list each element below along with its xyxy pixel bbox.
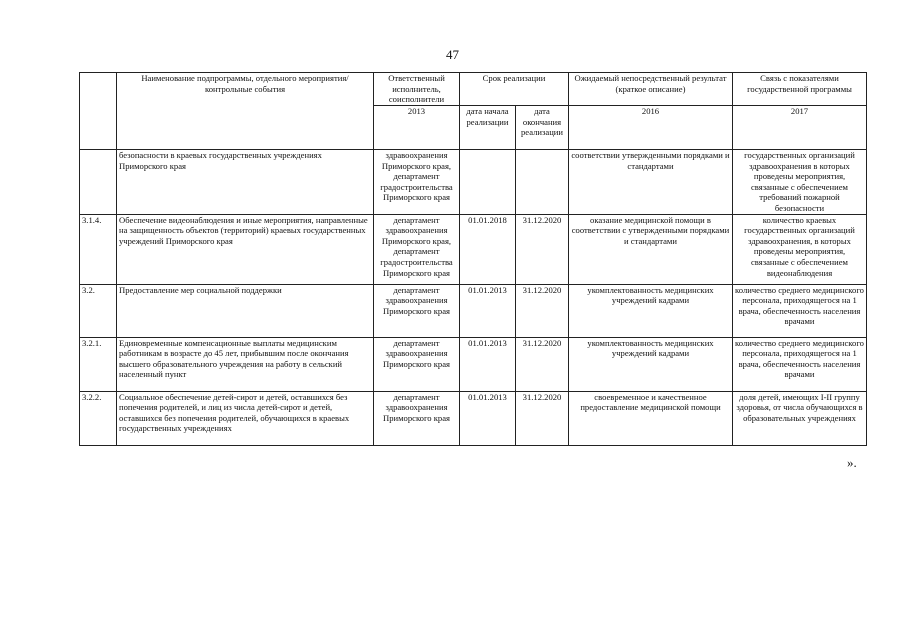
- row-start: 01.01.2013: [460, 284, 516, 337]
- header-link: Связь с показателями государственной программы: [733, 73, 867, 106]
- row-name: безопасности в краевых государственных учреждениях Приморского края: [117, 150, 374, 215]
- row-end: 31.12.2020: [516, 214, 569, 284]
- header-start: дата начала реализации: [460, 106, 516, 150]
- header-responsible: Ответственный исполнитель, соисполнители: [374, 73, 460, 106]
- table-row: [80, 337, 867, 391]
- closing-quote: ».: [847, 455, 857, 470]
- page-number: 47: [446, 47, 459, 62]
- row-link: государственных организаций здравоохранения в которых проведены мероприятия, связанные с обеспечением требований пожарной безопасности: [733, 150, 867, 215]
- row-start: 01.01.2018: [460, 214, 516, 284]
- row-number: 3.2.1.: [80, 337, 117, 391]
- row-responsible: департамент здравоохранения Приморского края: [374, 391, 460, 445]
- table-row: [80, 214, 867, 284]
- table-row: [80, 150, 867, 215]
- row-number: 3.1.4.: [80, 214, 117, 284]
- header-period: Срок реализации: [460, 73, 569, 106]
- row-number: 3.2.: [80, 284, 117, 337]
- row-name: Единовременные компенсационные выплаты медицинским работникам в возрасте до 45 лет, прибывшим после окончания высшего образовательного учреждения на работу в сельский населенный пункт: [117, 337, 374, 391]
- header-row-top: [80, 73, 867, 106]
- row-start: [460, 150, 516, 215]
- row-name: Обеспечение видеонаблюдения и иные мероприятия, направленные на защищенность объектов (территорий) краевых государственных учреждений Приморского края: [117, 214, 374, 284]
- row-start: 01.01.2013: [460, 391, 516, 445]
- header-name: Наименование подпрограммы, отдельного мероприятия/контрольные события: [117, 73, 374, 150]
- row-number: [80, 150, 117, 215]
- row-result: своевременное и качественное предоставление медицинской помощи: [569, 391, 733, 445]
- row-link: доля детей, имеющих I-II группу здоровья, от числа обучающихся в образовательных учреждениях: [733, 391, 867, 445]
- row-result: соответствии утвержденными порядками и стандартами: [569, 150, 733, 215]
- row-result: укомплектованность медицинских учреждений кадрами: [569, 284, 733, 337]
- row-link: количество среднего медицинского персонала, приходящегося на 1 врача, обеспеченность населения врачами: [733, 284, 867, 337]
- table-row: [80, 284, 867, 337]
- row-end: [516, 150, 569, 215]
- header-responsible-sub: 2013: [374, 106, 460, 150]
- row-end: 31.12.2020: [516, 337, 569, 391]
- row-end: 31.12.2020: [516, 391, 569, 445]
- row-link: количество краевых государственных организаций здравоохранения, в которых проведены мероприятия, связанные с обеспечением видеонаблюдения: [733, 214, 867, 284]
- row-responsible: департамент здравоохранения Приморского края: [374, 284, 460, 337]
- row-result: укомплектованность медицинских учреждений кадрами: [569, 337, 733, 391]
- header-num-cell: [80, 73, 117, 150]
- header-link-sub: 2017: [733, 106, 867, 150]
- row-name: Предоставление мер социальной поддержки: [117, 284, 374, 337]
- row-number: 3.2.2.: [80, 391, 117, 445]
- row-responsible: департамент здравоохранения Приморского края: [374, 337, 460, 391]
- row-name: Социальное обеспечение детей-сирот и детей, оставшихся без попечения родителей, и лиц из числа детей-сирот и детей, оставшихся без попечения родителей, обучающихся в краевых государственных учреждениях: [117, 391, 374, 445]
- row-end: 31.12.2020: [516, 284, 569, 337]
- header-end: дата окончания реализации: [516, 106, 569, 150]
- table-row: [80, 391, 867, 445]
- header-result-sub: 2016: [569, 106, 733, 150]
- row-link: количество среднего медицинского персонала, приходящегося на 1 врача, обеспеченность населения врачами: [733, 337, 867, 391]
- program-table: [79, 72, 867, 446]
- row-result: оказание медицинской помощи в соответствии с утвержденными порядками и стандартами: [569, 214, 733, 284]
- row-start: 01.01.2013: [460, 337, 516, 391]
- row-responsible: департамент здравоохранения Приморского края, департамент градостроительства Приморского края: [374, 214, 460, 284]
- row-responsible: здравоохранения Приморского края, департамент градостроительства Приморского края: [374, 150, 460, 215]
- header-result: Ожидаемый непосредственный результат (краткое описание): [569, 73, 733, 106]
